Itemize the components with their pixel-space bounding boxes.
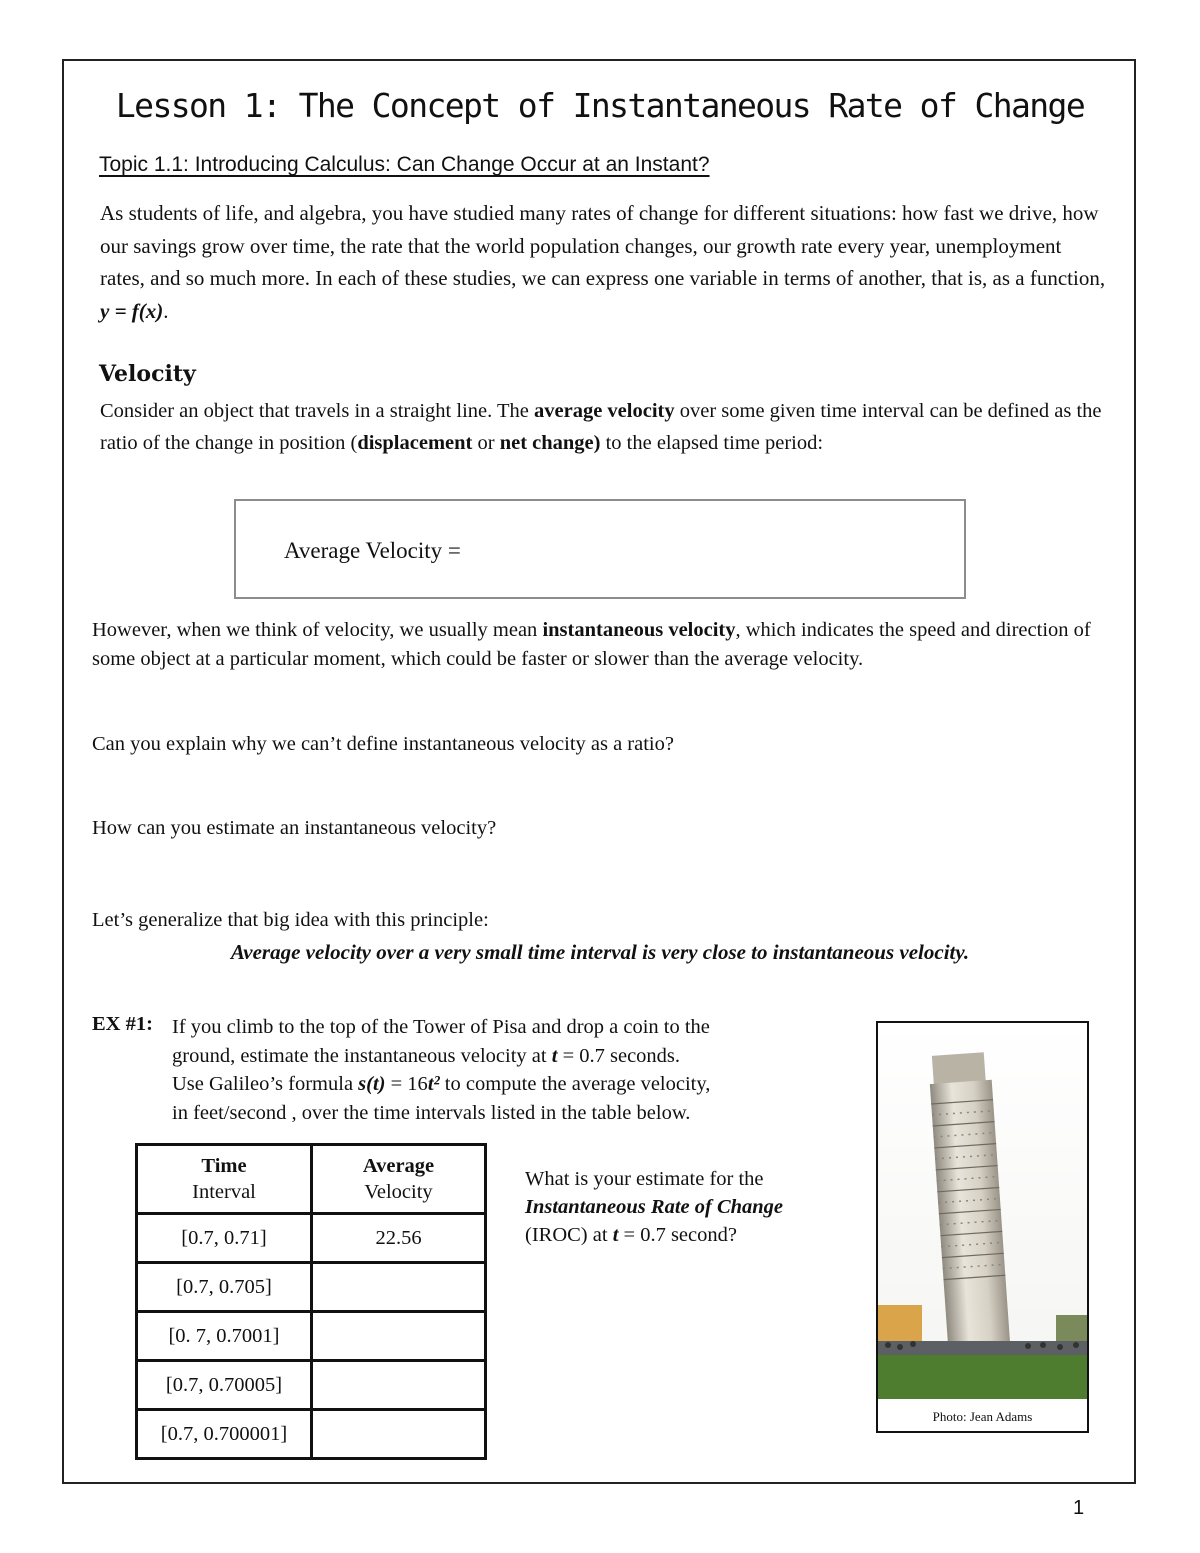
header-average-velocity [312, 1145, 486, 1214]
velocity-heading: Velocity [99, 361, 196, 387]
principle-statement: Average velocity over a very small time interval is very close to instantaneous velocity. [230, 940, 970, 964]
header-time: Time [201, 1155, 247, 1177]
header-velocity: Velocity [364, 1181, 433, 1203]
velocity-table [135, 1143, 487, 1460]
velocity-cell[interactable] [312, 1410, 486, 1459]
table-row [137, 1410, 486, 1459]
intro-end: . [163, 298, 169, 323]
example-line-1: If you climb to the top of the Tower of Pisa and drop a coin to the [172, 1016, 710, 1038]
average-velocity-box[interactable] [234, 499, 966, 599]
example-label: EX #1: [92, 1013, 153, 1035]
header-average: Average [362, 1155, 435, 1177]
question-generalize: Let’s generalize that big idea with this principle: [92, 909, 489, 931]
velocity-cell[interactable] [312, 1312, 486, 1361]
example-line-3-b: = 16 [385, 1073, 428, 1095]
estimate-line-3-b: = 0.7 second? [618, 1224, 737, 1246]
table-header-row [137, 1145, 486, 1214]
table-row [137, 1263, 486, 1312]
velocity-text-c: or [472, 432, 500, 454]
formula-t-squared: t² [427, 1073, 440, 1095]
interval-cell: [0.7, 0.705] [137, 1263, 312, 1312]
example-line-2-b: = 0.7 seconds. [557, 1044, 681, 1067]
velocity-cell[interactable] [312, 1263, 486, 1312]
instantaneous-paragraph [92, 616, 1102, 674]
tower-of-pisa-icon [878, 1023, 1087, 1399]
velocity-paragraph [100, 395, 1115, 459]
example-line-2 [172, 1042, 862, 1071]
velocity-text-b: over some given time interval can be defined as the ratio of the change in position ( [100, 400, 1102, 454]
table-row [137, 1312, 486, 1361]
question-estimate: How can you estimate an instantaneous velocity? [92, 817, 497, 839]
term-iroc: Instantaneous Rate of Change [525, 1196, 784, 1218]
interval-cell: [0.7, 0.700001] [137, 1410, 312, 1459]
term-net-change: net change) [499, 432, 601, 454]
average-velocity-label: Average Velocity = [284, 538, 461, 563]
estimate-line-3-a: (IROC) at [525, 1224, 613, 1246]
term-displacement: displacement [357, 432, 473, 454]
velocity-text-a: Consider an object that travels in a straight line. The [100, 400, 534, 422]
table-row [137, 1361, 486, 1410]
interval-cell: [0.7, 0.70005] [137, 1361, 312, 1410]
example-line-3 [172, 1070, 862, 1099]
formula-s-of-t: s(t) [358, 1073, 386, 1095]
example-line-3-a: Use Galileo’s formula [172, 1073, 359, 1095]
question-ratio: Can you explain why we can’t define instantaneous velocity as a ratio? [92, 733, 674, 755]
instantaneous-text-b: , which indicates the speed and direction of some object at a particular moment, which could be faster or slower than the average velocity. [92, 619, 1091, 670]
velocity-cell[interactable] [312, 1361, 486, 1410]
example-line-3-c: to compute the average velocity, [439, 1073, 711, 1095]
photo-caption: Photo: Jean Adams [932, 1409, 1033, 1424]
header-interval: Interval [192, 1181, 256, 1203]
estimate-line-1: What is your estimate for the [525, 1168, 764, 1190]
intro-paragraph [100, 197, 1110, 327]
page-title: Lesson 1: The Concept of Instantaneous Rate of Change [115, 86, 1085, 125]
intro-text: As students of life, and algebra, you have studied many rates of change for different situations: how fast we drive, how our savings grow over time, the rate that the world population changes, our growth rate every year, unemployment rates, and so much more. In each of these studies, we can express one variable in terms of another, that is, as a function, [100, 201, 1106, 290]
var-t: t [551, 1044, 558, 1067]
interval-cell: [0.7, 0.71] [137, 1214, 312, 1263]
page-number: 1 [1073, 1497, 1085, 1519]
function-formula: y = f(x) [100, 298, 164, 323]
topic-heading: Topic 1.1: Introducing Calculus: Can Change Occur at an Instant? [99, 153, 710, 176]
instantaneous-text-a: However, when we think of velocity, we usually mean [92, 619, 543, 641]
estimate-question [525, 1165, 865, 1249]
example-line-2-a: ground, estimate the instantaneous velocity at [172, 1044, 552, 1067]
var-t: t [612, 1224, 619, 1246]
term-average-velocity: average velocity [534, 400, 675, 422]
example-text [172, 1013, 862, 1127]
leaning-tower-photo [876, 1021, 1089, 1433]
term-instantaneous-velocity: instantaneous velocity [542, 619, 736, 641]
table-row [137, 1214, 486, 1263]
interval-cell: [0. 7, 0.7001] [137, 1312, 312, 1361]
velocity-cell[interactable]: 22.56 [312, 1214, 486, 1263]
header-time-interval [137, 1145, 312, 1214]
velocity-text-d: to the elapsed time period: [600, 432, 824, 454]
example-line-4: in feet/second , over the time intervals listed in the table below. [172, 1101, 691, 1124]
